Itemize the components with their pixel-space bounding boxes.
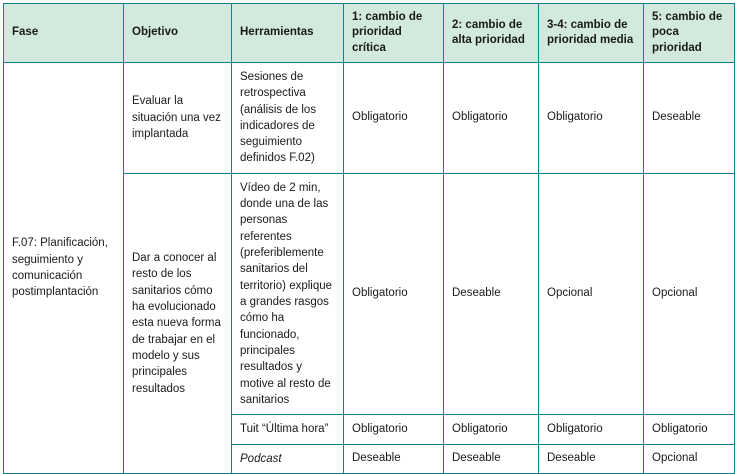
table-row xyxy=(4,62,735,173)
priority-3-4-value: Deseable xyxy=(539,444,644,473)
tool-cell: Tuit “Última hora” xyxy=(232,415,344,444)
column-header-prioridad-3-4: 3-4: cambio de prioridad media xyxy=(539,4,644,63)
table-body xyxy=(4,62,735,473)
priority-1-value: Deseable xyxy=(344,444,444,473)
tool-cell: Podcast xyxy=(232,444,344,473)
priority-1-value: Obligatorio xyxy=(344,62,444,173)
priority-5-value: Opcional xyxy=(644,173,735,415)
header-row xyxy=(4,4,735,63)
column-header-herramientas: Herramientas xyxy=(232,4,344,63)
priority-2-value: Deseable xyxy=(444,444,539,473)
priority-2-value: Obligatorio xyxy=(444,62,539,173)
priority-3-4-value: Opcional xyxy=(539,173,644,415)
table-header xyxy=(4,4,735,63)
column-header-prioridad-5: 5: cambio de poca prioridad xyxy=(644,4,735,63)
priority-5-value: Deseable xyxy=(644,62,735,173)
priority-1-value: Obligatorio xyxy=(344,173,444,415)
tool-cell: Sesiones de retrospectiva (análisis de los indicadores de seguimiento definidos F.02) xyxy=(232,62,344,173)
column-header-prioridad-2: 2: cambio de alta prioridad xyxy=(444,4,539,63)
priority-5-value: Opcional xyxy=(644,444,735,473)
objective-cell-2: Dar a conocer al resto de los sanitarios cómo ha evolucionado esta nueva forma de trabajar en el modelo y sus principales resultados xyxy=(124,173,232,473)
priority-3-4-value: Obligatorio xyxy=(539,62,644,173)
phase-cell: F.07: Planificación, seguimiento y comunicación postimplantación xyxy=(4,62,124,473)
tool-cell: Vídeo de 2 min, donde una de las personas referentes (preferiblemente sanitarios del territorio) explique a grandes rasgos cómo ha funcionado, principales resultados y motive al resto de sanitarios xyxy=(232,173,344,415)
priority-5-value: Obligatorio xyxy=(644,415,735,444)
priority-2-value: Deseable xyxy=(444,173,539,415)
priority-2-value: Obligatorio xyxy=(444,415,539,444)
priority-matrix-table xyxy=(3,3,735,474)
column-header-objetivo: Objetivo xyxy=(124,4,232,63)
objective-cell-1: Evaluar la situación una vez implantada xyxy=(124,62,232,173)
priority-3-4-value: Obligatorio xyxy=(539,415,644,444)
priority-1-value: Obligatorio xyxy=(344,415,444,444)
column-header-prioridad-1: 1: cambio de prioridad crítica xyxy=(344,4,444,63)
column-header-fase: Fase xyxy=(4,4,124,63)
